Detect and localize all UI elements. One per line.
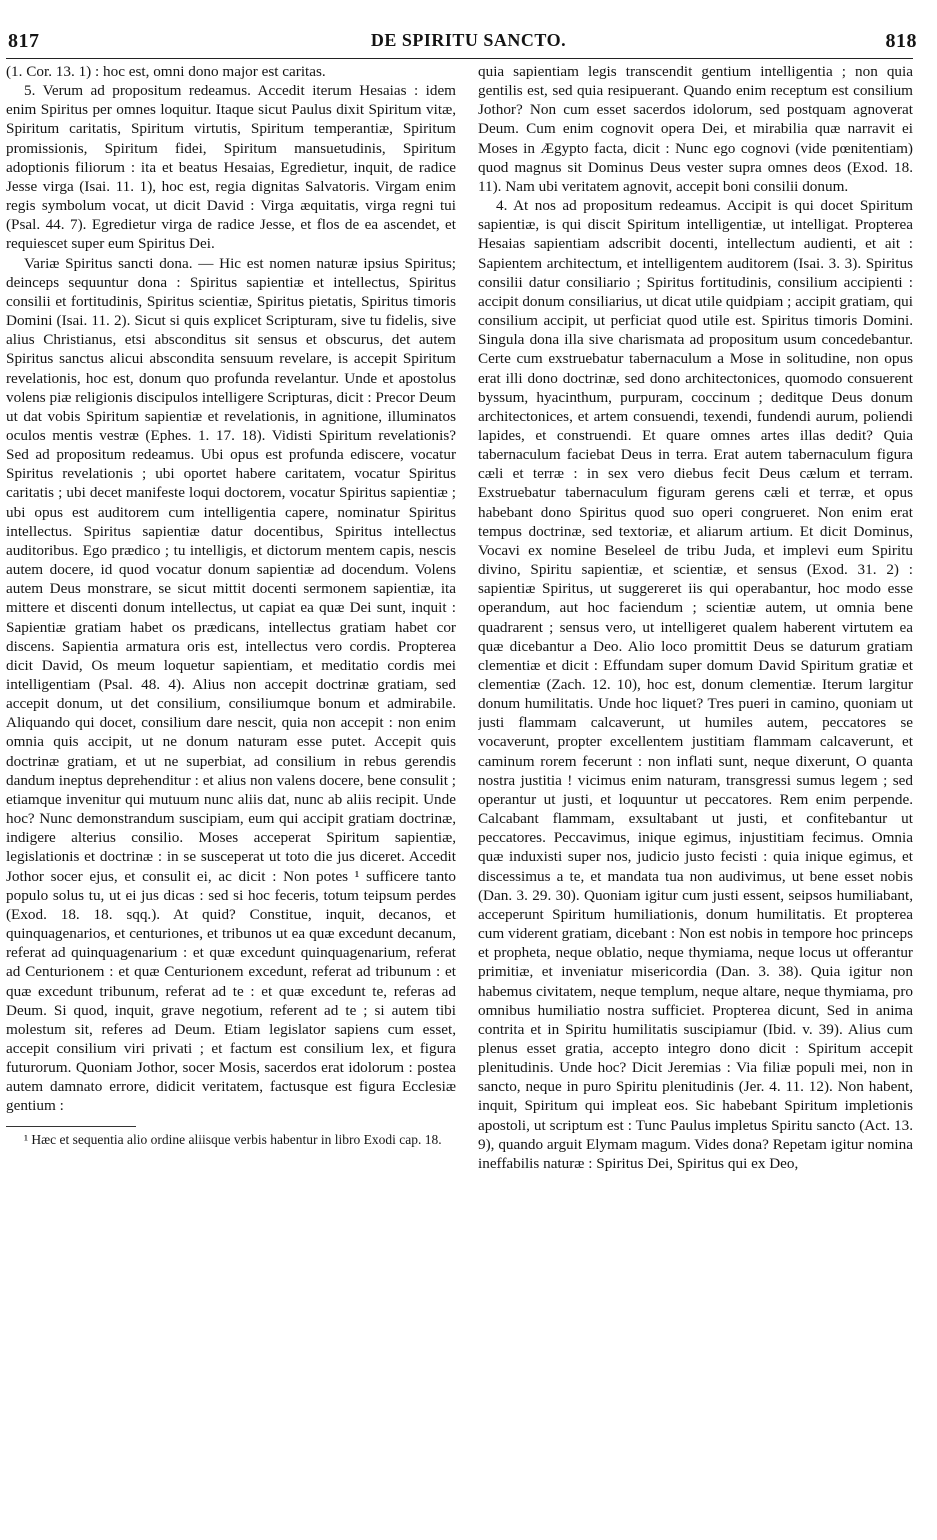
page-number-right: 818 (885, 30, 917, 52)
running-title: DE SPIRITU SANCTO. (370, 30, 567, 50)
right-paragraph-1: quia sapientiam legis transcendit gentium intelligentia ; non quia gentilis est, sed quia resipuerant. Quando enim receptum est consilium Jothor? Non cum esset sacerdos idolorum, sed postquam agnoverat Deum. Cum enim cognovit opera Dei, et mirabilia quæ narravit ei Moses in Ægypto facta, dicit : Nunc ego cognovi (vide pœnitentiam) quod magnus sit Dominus Deus vester supra omnes deos (Exod. 18. 11). Nam ubi veritatem agnovit, accepit boni consilii donum. (478, 63, 913, 195)
header-rule (6, 58, 913, 59)
left-paragraph-2: 5. Verum ad propositum redeamus. Accedit iterum Hesaias : idem enim Spiritus per omnes loquitur. Itaque sicut Paulus dixit Spiritum vitæ, Spiritum caritatis, Spiritum virtutis, Spiritum temperantiæ, Spiritum promissionis, Spiritum fidei, Spiritum mansuetudinis, Spiritum adoptionis filiorum : ita et beatus Hesaias, Egredietur, inquit, de radice Jesse virga (Isai. 11. 1), hoc est, regia dignitas Salvatoris. Virgam enim regis symbolum vocat, ut dicit David : Virga æquitatis, virga regni tui (Psal. 44. 7). Egredietur virga de radice Jesse, et flos de ea ascendet, et requiescet super eum Spiritus Dei. (6, 82, 456, 253)
footnote-rule (6, 1126, 136, 1127)
right-paragraph-2: 4. At nos ad propositum redeamus. Accipit is qui docet Spiritum sapientiæ, is qui discit Spiritum intelligentiæ, ut intelligat. Propterea Hesaias sapientiam adscribit docenti, intellectum audienti, et ait : Sapientem architectum, et intelligentem auditorem (Isai. 3. 3). Spiritus consilii datur consiliario ; Spiritus fortitudinis, consilium accipienti : accipit donum consiliarius, ut dicat utile quidpiam ; accipit gratiam, qui consilium accipit, ut perficiat quod utile est. Spiritus timoris Domini. Singula dona illa sive charismata ad propositum usum concedebantur. Certe cum exstruebatur tabernaculum a Mose in solitudine, non opus erat illi dono doctrinæ, sed dono architectonices, quomodo consuerent byssum, hyacinthum, purpuram, coccinum ; deditque Deus donum architectonices, et artem consuendi, texendi, fundendi aurum, poliendi lapides, et construendi. Et quare omnes artes illas dedit? Quia tabernaculum faciebat Deus in terra. Erat autem tabernaculum figura cæli et terræ : in sex vero diebus fecit Deus cælum et terram. Exstruebatur tabernaculum figuram gerens cæli et terræ, et opus habebant dono Spiritus quod suo operi congrueret. Non enim erat tempus doctrinæ, sed textoriæ, et aliarum artium. Et dicit Dominus, Vocavi ex nomine Beseleel de tribu Juda, et implevi eum Spiritu divino, Spiritu sapientiæ, et scientiæ, et sensus (Exod. 31. 2) : sapientiæ Spiritus, ut suggereret iis qui operabantur, hoc modo esse operandum, aut hoc faciendum ; scientiæ autem, ut omnia bene quadrarent ; sensus vero, ut intelligeret qualem haberent virtutem ea quæ dicebantur a Deo. Alio loco promittit Deus se daturum gratiam clementiæ et dicit : Effundam super domum David Spiritum gratiæ et clementiæ (Zach. 12. 10), hoc est, donum clementiæ. Iterum largitur donum humilitatis. Unde hoc liquet? Tres pueri in camino, quoniam ut justi flammam calcaverunt, ut humiles autem, peccatores se vocaverunt, propter excellentem justitiam flammam calcaverunt, et caminum rorem fecerunt : non inflati sunt, neque dixerunt, O quanta nostra justitia ! vicimus enim naturam, transgressi sumus legem ; sed operantur ut justi, et loquuntur ut peccatores. Rem enim perpende. Calcabant flammam, exsultabant ut justi, et confitebantur ut peccatores. Peccavimus, inique egimus, injustitiam fecimus. Omnia quæ induxisti super nos, judicio justo fecisti : quia inique egimus, et discessimus a te, et mandata tua non audivimus, ut bene esset nobis (Dan. 3. 29. 30). Quoniam igitur cum justi essent, seipsos humiliabant, acceperunt Spiritum humiliationis, donum humilitatis. Et propterea cum viderent gratiam, dicebant : Non est nobis in tempore hoc princeps et propheta, neque oblatio, neque thymiama, neque locus ut offerantur primitiæ, et inveniatur misericordia (Dan. 3. 38). Quia igitur non habemus civitatem, neque templum, neque altare, neque thymiama, pro omnibus humiliatio nostra sufficiet. Propterea dicunt, Sed in anima contrita et in Spiritu humilitatis suscipiamur (Ibid. v. 39). Alius cum plenus esset gratia, accepto integro dono dicit : Spiritum accepit plenitudinis. Unde hoc? Dicit Jeremias : Via filiæ populi mei, non in sancto, neque in puro Spiritu plenitudinis (Jer. 4. 11. 12). Non habent, inquit, Spiritum qui impleat eos. Sic habebant Spiritum impletionis apostoli, ut scriptum est : Tunc Paulus impletus Spiritu sancto (Act. 13. 9), quando arguit Elymam magum. Vides dona? Repetam igitur nomina ineffabilis naturæ : Spiritus Dei, Spiritus qui ex Deo, (478, 197, 913, 1172)
page-header (0, 30, 937, 56)
footnote: ¹ Hæc et sequentia alio ordine aliisque verbis habentur in libro Exodi cap. 18. (24, 1131, 442, 1147)
page-number-left: 817 (8, 30, 40, 52)
left-paragraph-3: Variæ Spiritus sancti dona. — Hic est nomen naturæ ipsius Spiritus; deinceps sequuntur dona : Spiritus sapientiæ et intellectus, Spiritus consilii et fortitudinis, Spiritus scientiæ, Spiritus pietatis, Spiritus timoris Domini (Isai. 11. 2). Sicut si quis explicet Scripturam, sive tu fidelis, sive alius Christianus, etsi absconditus sit sensus et obscurus, det autem Spiritus sanctus alicui abscondita sensuum revelare, is accepit Spiritum revelationis, hoc est, donum quo profunda revelantur. Unde et apostolus volens piæ religionis discipulos intelligere Scripturas, dicit : Precor Deum ut dat vobis Spiritum sapientiæ et revelationis, in agnitione, illuminatos oculos mentis vestræ (Ephes. 1. 17. 18). Vidisti Spiritum revelationis? Sed ad propositum redeamus. Ubi opus est profunda ediscere, vocatur Spiritus revelationis ; ubi oportet habere caritatem, vocatur Spiritus caritatis ; ubi decet manifeste loqui doctorem, vocatur Spiritus sapientiæ ; ubi opus est auditorem cum intelligentia capere, nominatur Spiritus intellectus. Spiritus sapientiæ datur docentibus, Spiritus intellectus auditoribus. Ego prædico ; tu intelligis, et dictorum mentem capis, nescis autem docere, id quod vocatur donum sapientiæ ad docendum. Volens autem Deus monstrare, se sicut mittit docenti sermonem sapientiæ, ita mittere et discenti donum intellectus, ut capiat ea quæ Dei sunt, inquit : Sapientiæ gratiam habet os prædicans, intellectus gratiam habet cor discens. Sapientia armatura oris est, intellectus vero cordis. Propterea dicit David, Os meum loquetur sapientiam, et meditatio cordis mei intelligentiam (Psal. 48. 4). Alius non accepit doctrinæ gratiam, sed accepit donum, ut det consilium, consiliumque bonum et admirabile. Aliquando qui docet, consilium dare nescit, quia non accepit : non enim omnia quis accipit, ut ne donum naturam esse putet. Accepit quis doctrinæ gratiam, et ut ne superbiat, ad consilium in rebus gerendis dandum ineptus deprehenditur : et alius non valens docere, bene consulit ; etiamque invenitur qui mutuum nunc aliis dat, nunc ab aliis recipit. Unde hoc? Nunc demonstrandum suscipiam, eum qui accipit gratiam doctrinæ, indigere alterius consilio. Moses acceperat Spiritum sapientiæ, legislationis et doctrinæ : in se susceperat ut toto die jus diceret. Accedit Jothor socer ejus, et consulit ei, ac dicit : Non potes ¹ sufficere tanto populo solus tu, ut ei jus dicas : sed si hoc feceris, totum teipsum perdes (Exod. 18. 18. sqq.). At quid? Constitue, inquit, decanos, et quinquagenarios, et centuriones, et tribunos ut ea quæ excedunt decanum, referat ad quinquagenarium : et quæ excedunt quinquagenarium, referat ad Centurionem : et quæ Centurionem excedunt, referat ad tribunum : et quæ excedunt tribunum, referat ad te : et quæ excedunt te, referas ad Deum. Si quod, inquit, grave negotium, referent ad te ; si autem tibi molestum sit, referes ad Deum. Etiam legislator sapiens cum esset, accepit consilium viri privati ; et factum est consilium lex, et figura futurorum. Quoniam Jothor, socer Mosis, sacerdos erat idolorum : postea autem damnato errore, didicit veritatem, factusque est figura Ecclesiæ gentium : (6, 254, 456, 1115)
left-column (6, 62, 456, 1532)
left-paragraph-1: (1. Cor. 13. 1) : hoc est, omni dono major est caritas. (6, 63, 326, 80)
right-column (478, 62, 913, 1532)
